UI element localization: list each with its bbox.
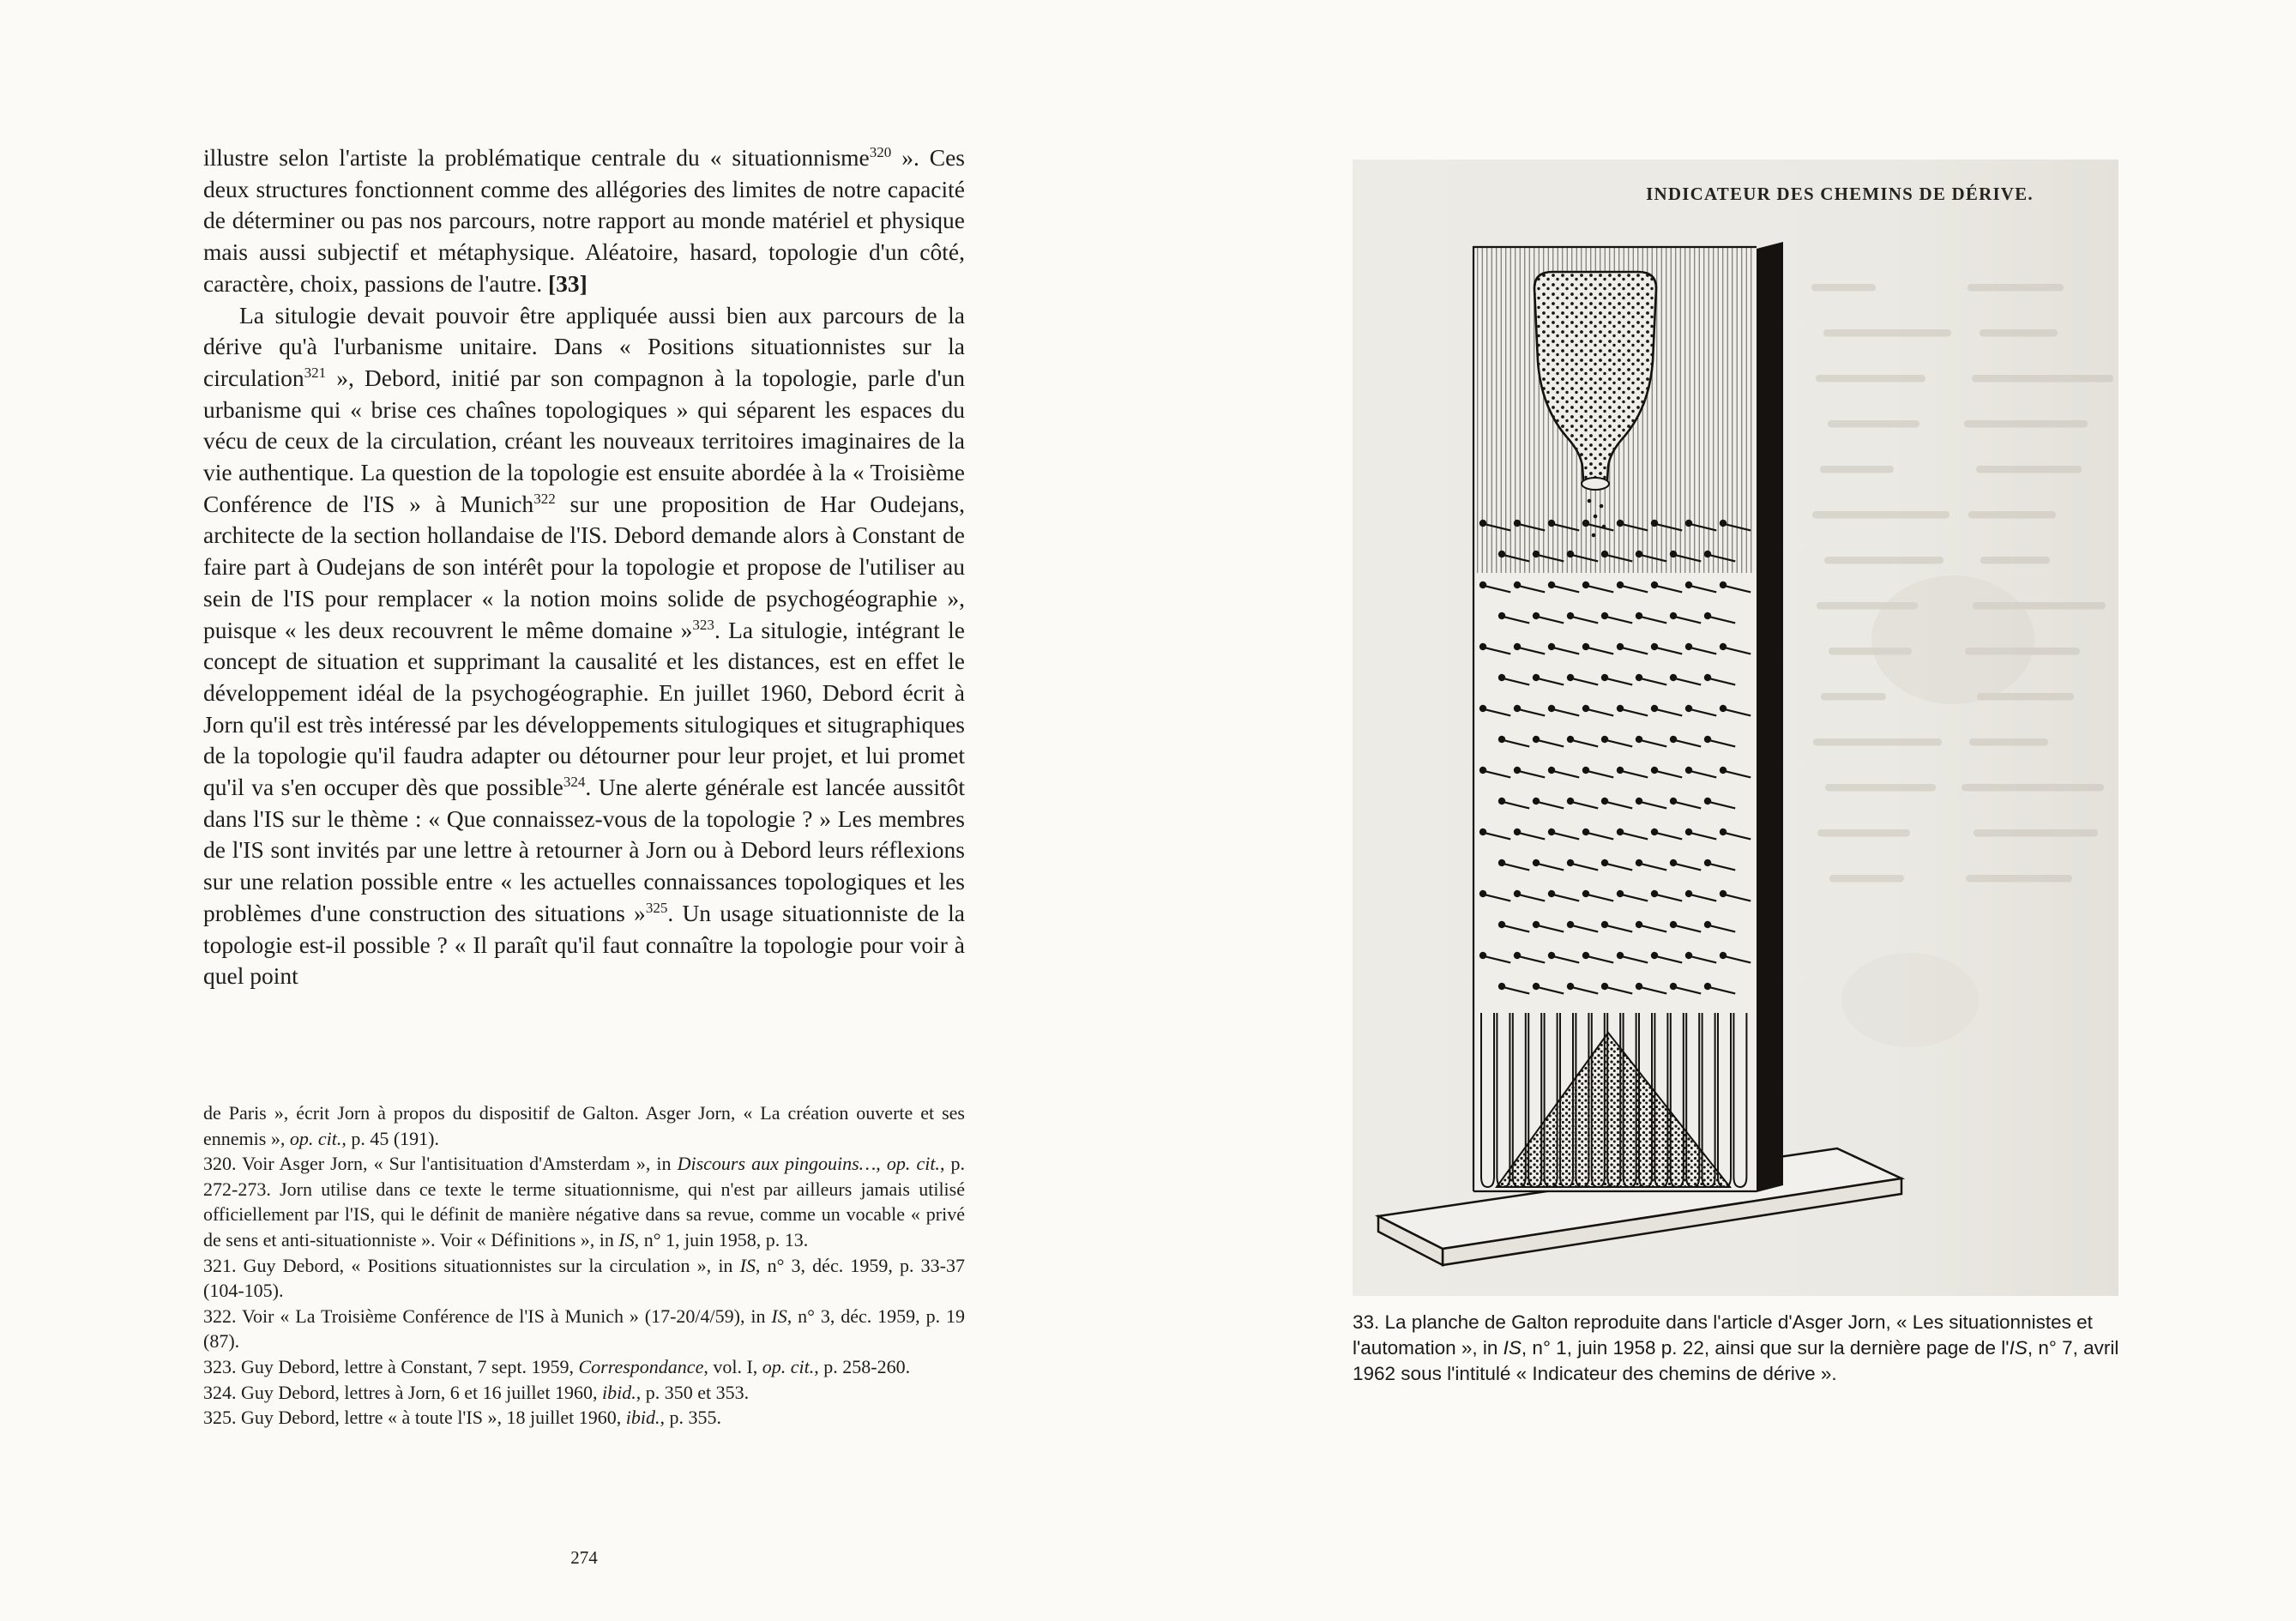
footnotes-block <box>203 1100 965 1431</box>
figure-scan <box>1353 160 2118 1296</box>
figure-caption: 33. La planche de Galton reproduite dans l'article d'Asger Jorn, « Les situationnistes et l'automation », in IS, n° 1, juin 1958 p. 22, ainsi que sur la dernière page de l'IS, n° 7, avril 1962 sous l'intitulé « Indicateur des chemins de dérive ». <box>1353 1311 2119 1384</box>
board-right-edge <box>1757 242 1783 1192</box>
footnote: 322. Voir « La Troisième Conférence de l'IS à Munich » (17-20/4/59), in IS, n° 3, déc. 1959, p. 19 (87). <box>203 1305 965 1353</box>
galton-board-figure <box>1353 160 2118 1296</box>
footnote: de Paris », écrit Jorn à propos du dispositif de Galton. Asger Jorn, « La création ouverte et ses ennemis », op. cit., p. 45 (191). <box>203 1102 965 1149</box>
bleedthrough-smudge <box>1871 575 2034 704</box>
figure-title: INDICATEUR DES CHEMINS DE DÉRIVE. <box>1646 184 2034 204</box>
footnote: 323. Guy Debord, lettre à Constant, 7 sept. 1959, Correspondance, vol. I, op. cit., p. 258-260. <box>203 1355 911 1377</box>
bleedthrough-smudge <box>1841 953 1979 1047</box>
footnote: 320. Voir Asger Jorn, « Sur l'antisituation d'Amsterdam », in Discours aux pingouins…, op. cit., p. 272-273. Jorn utilise dans ce texte le terme situationnisme, qui n'est par ailleurs jamais utilisé officiellement par l'IS, qui le définit de manière négative dans sa revue, comme un vocable « privé de sens et anti-situationniste ». Voir « Définitions », in IS, n° 1, juin 1958, p. 13. <box>203 1153 966 1250</box>
page-number: 274 <box>570 1547 598 1568</box>
footnote: 324. Guy Debord, lettres à Jorn, 6 et 16 juillet 1960, ibid., p. 350 et 353. <box>203 1381 750 1403</box>
footnote: 325. Guy Debord, lettre « à toute l'IS », 18 juillet 1960, ibid., p. 355. <box>203 1407 722 1429</box>
body-paragraph: La situlogie devait pouvoir être appliquée aussi bien aux parcours de la dérive qu'à l'urbanisme unitaire. Dans « Positions situationnistes sur la circulation$^{321}$ », Debord, initié par son compagnon à la topologie, parle d'un urbanisme qui « brise ces chaînes topologiques » qui séparent les espaces du vécu de ceux de la circulation, créant les nouveaux territoires imaginaires de la vie authentique. La question de la topologie est ensuite abordée à la « Troisième Conférence de l'IS » à Munich$^{322}$ sur une proposition de Har Oudejans, architecte de la section hollandaise de l'IS. Debord demande alors à Constant de faire part à Oudejans de son intérêt pour la topologie et propose de l'utiliser au sein de l'IS pour remplacer « la notion moins solide de psychogéographie », puisque « les deux recouvrent le même domaine »$^{323}$. La situlogie, intégrant le concept de situation et supprimant la causalité et les distances, est en effet le développement idéal de la psychogéographie. En juillet 1960, Debord écrit à Jorn qu'il est très intéressé par les développements situlogiques et situgraphiques de la topologie qu'il faudra adapter ou détourner pour leur projet, et lui promet qu'il va s'en occuper dès que possible$^{324}$. Une alerte générale est lancée aussitôt dans l'IS sur le thème : « Que connaissez-vous de la topologie ? » Les membres de l'IS sont invités par une lettre à retourner à Jorn ou à Debord leurs réflexions sur une relation possible entre « les actuelles connaissances topologiques et les problèmes d'une construction des situations »$^{325}$. Un usage situationniste de la topologie est-il possible ? « Il paraît qu'il faut connaître la topologie pour voir à quel point <box>203 301 966 990</box>
body-paragraph: illustre selon l'artiste la problématique centrale du « situationnisme$^{320}$ ». Ces deux structures fonctionnent comme des allégories des limites de notre capacité de déterminer ou pas nos parcours, notre rapport au monde matériel et physique mais aussi subjectif et métaphysique. Aléatoire, hasard, topologie d'un côté, caractère, choix, passions de l'autre. [33] <box>203 143 965 297</box>
body-text <box>203 142 965 992</box>
funnel-spout <box>1582 478 1609 490</box>
footnote: 321. Guy Debord, « Positions situationnistes sur la circulation », in IS, n° 3, déc. 1959, p. 33-37 (104-105). <box>203 1254 965 1302</box>
